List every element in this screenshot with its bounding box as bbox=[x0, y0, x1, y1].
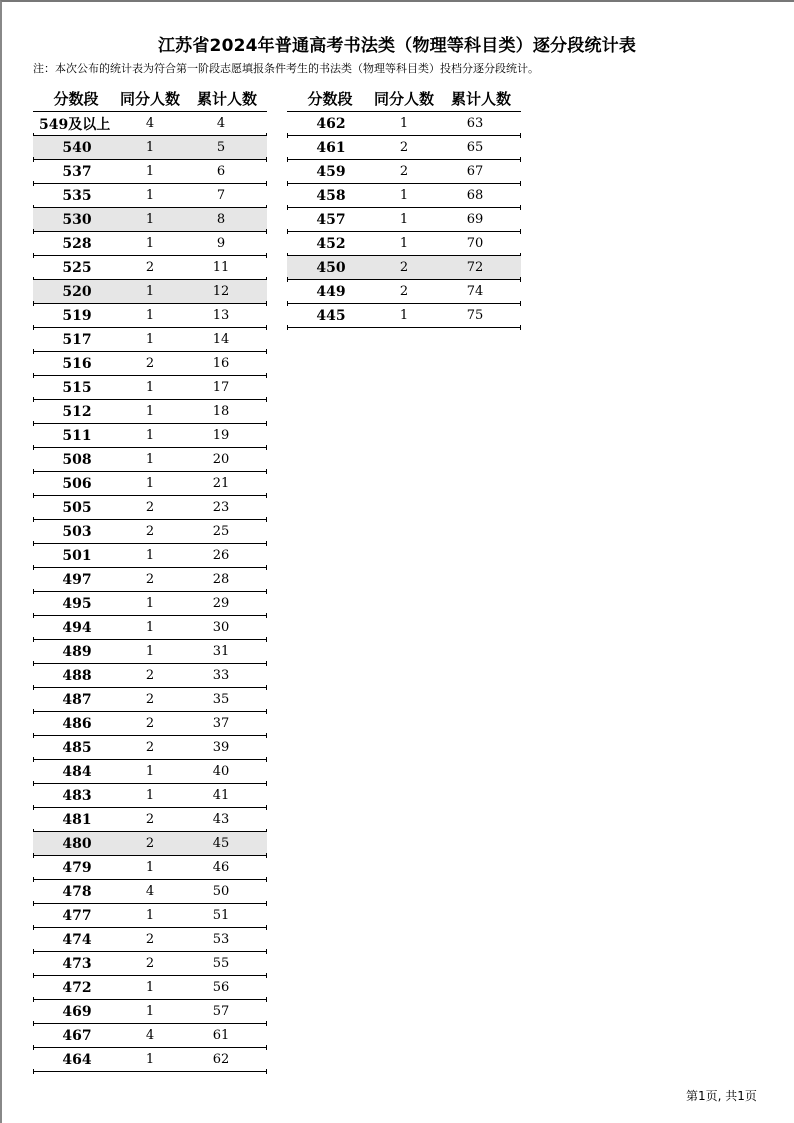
cumulative-cell: 68 bbox=[466, 188, 484, 203]
score-cell: 459 bbox=[316, 163, 346, 180]
table-row bbox=[33, 1024, 267, 1048]
cumulative-cell: 53 bbox=[212, 932, 230, 947]
count-cell: 4 bbox=[145, 1028, 155, 1043]
table-row bbox=[33, 592, 267, 616]
cumulative-cell: 55 bbox=[212, 956, 230, 971]
table-row bbox=[33, 400, 267, 424]
count-cell: 2 bbox=[145, 356, 155, 371]
table-row bbox=[33, 280, 267, 304]
cumulative-cell: 12 bbox=[212, 284, 230, 299]
score-cell: 474 bbox=[62, 931, 92, 948]
count-cell: 1 bbox=[145, 428, 155, 443]
table-row bbox=[33, 544, 267, 568]
score-cell: 467 bbox=[62, 1027, 92, 1044]
header-score: 分数段 bbox=[53, 90, 99, 108]
cumulative-cell: 17 bbox=[212, 380, 230, 395]
count-cell: 1 bbox=[145, 980, 155, 995]
score-cell: 516 bbox=[62, 355, 92, 372]
table-row bbox=[33, 352, 267, 376]
table-row bbox=[33, 520, 267, 544]
table-row bbox=[33, 760, 267, 784]
cumulative-cell: 14 bbox=[212, 332, 230, 347]
table-row bbox=[33, 568, 267, 592]
count-cell: 1 bbox=[145, 1052, 155, 1067]
cumulative-cell: 16 bbox=[212, 356, 230, 371]
cumulative-cell: 40 bbox=[212, 764, 230, 779]
count-cell: 2 bbox=[145, 500, 155, 515]
cumulative-cell: 11 bbox=[212, 260, 230, 275]
cumulative-cell: 69 bbox=[466, 212, 484, 227]
cumulative-cell: 72 bbox=[466, 260, 484, 275]
table-body bbox=[33, 112, 267, 1072]
count-cell: 1 bbox=[145, 1004, 155, 1019]
cumulative-cell: 35 bbox=[212, 692, 230, 707]
count-cell: 1 bbox=[145, 452, 155, 467]
table-row bbox=[33, 640, 267, 664]
cumulative-cell: 30 bbox=[212, 620, 230, 635]
cumulative-cell: 28 bbox=[212, 572, 230, 587]
score-cell: 480 bbox=[62, 835, 92, 852]
table-header bbox=[287, 86, 521, 112]
count-cell: 2 bbox=[145, 524, 155, 539]
cumulative-cell: 26 bbox=[212, 548, 230, 563]
score-cell: 505 bbox=[62, 499, 92, 516]
count-cell: 1 bbox=[145, 596, 155, 611]
count-cell: 2 bbox=[145, 668, 155, 683]
cumulative-cell: 18 bbox=[212, 404, 230, 419]
table-header bbox=[33, 86, 267, 112]
cumulative-cell: 43 bbox=[212, 812, 230, 827]
page-indicator: 第1页, 共1页 bbox=[686, 1089, 757, 1103]
table-body bbox=[287, 112, 521, 328]
count-cell: 1 bbox=[145, 212, 155, 227]
cumulative-cell: 74 bbox=[466, 284, 484, 299]
table-row bbox=[287, 208, 521, 232]
table-row bbox=[33, 232, 267, 256]
table-row bbox=[33, 952, 267, 976]
count-cell: 1 bbox=[145, 188, 155, 203]
count-cell: 1 bbox=[145, 140, 155, 155]
count-cell: 2 bbox=[399, 284, 409, 299]
cumulative-cell: 75 bbox=[466, 308, 484, 323]
cumulative-cell: 61 bbox=[212, 1028, 230, 1043]
table-row bbox=[33, 808, 267, 832]
table-row bbox=[33, 472, 267, 496]
table-row bbox=[33, 1000, 267, 1024]
table-row bbox=[33, 448, 267, 472]
page-title: 江苏省2024年普通高考书法类（物理等科目类）逐分段统计表 bbox=[157, 36, 637, 56]
table-row bbox=[33, 424, 267, 448]
table-row bbox=[33, 784, 267, 808]
table-row bbox=[33, 112, 267, 136]
score-cell: 488 bbox=[62, 667, 92, 684]
header-count: 同分人数 bbox=[119, 90, 180, 108]
cumulative-cell: 65 bbox=[466, 140, 484, 155]
score-cell: 525 bbox=[62, 259, 92, 276]
table-row bbox=[33, 1048, 267, 1072]
table-row bbox=[33, 496, 267, 520]
table-row bbox=[287, 232, 521, 256]
score-cell: 486 bbox=[62, 715, 92, 732]
cumulative-cell: 46 bbox=[212, 860, 230, 875]
score-cell: 450 bbox=[316, 259, 346, 276]
count-cell: 1 bbox=[145, 644, 155, 659]
score-cell: 457 bbox=[316, 211, 346, 228]
score-cell: 452 bbox=[316, 235, 346, 252]
count-cell: 2 bbox=[145, 932, 155, 947]
cumulative-cell: 70 bbox=[466, 236, 484, 251]
table-row bbox=[33, 160, 267, 184]
score-cell: 537 bbox=[62, 163, 92, 180]
score-cell: 512 bbox=[62, 403, 92, 420]
score-cell: 528 bbox=[62, 235, 92, 252]
cumulative-cell: 50 bbox=[212, 884, 230, 899]
count-cell: 2 bbox=[145, 692, 155, 707]
count-cell: 1 bbox=[145, 332, 155, 347]
count-cell: 2 bbox=[399, 164, 409, 179]
table-row bbox=[33, 712, 267, 736]
cumulative-cell: 63 bbox=[466, 116, 484, 131]
score-cell: 484 bbox=[62, 763, 92, 780]
cumulative-cell: 51 bbox=[212, 908, 230, 923]
table-row bbox=[33, 856, 267, 880]
score-cell: 469 bbox=[62, 1003, 92, 1020]
table-row bbox=[33, 256, 267, 280]
score-cell: 481 bbox=[62, 811, 92, 828]
table-row bbox=[287, 280, 521, 304]
score-cell: 515 bbox=[62, 379, 92, 396]
score-table-left bbox=[33, 86, 267, 1072]
score-cell: 464 bbox=[62, 1051, 92, 1068]
count-cell: 1 bbox=[145, 404, 155, 419]
cumulative-cell: 6 bbox=[216, 164, 226, 179]
table-row bbox=[33, 304, 267, 328]
score-cell: 449 bbox=[316, 283, 346, 300]
cumulative-cell: 25 bbox=[212, 524, 230, 539]
cumulative-cell: 13 bbox=[212, 308, 230, 323]
score-cell: 520 bbox=[62, 283, 92, 300]
count-cell: 1 bbox=[399, 212, 409, 227]
count-cell: 1 bbox=[145, 860, 155, 875]
count-cell: 1 bbox=[145, 476, 155, 491]
table-row bbox=[33, 832, 267, 856]
score-cell: 508 bbox=[62, 451, 92, 468]
score-cell: 473 bbox=[62, 955, 92, 972]
count-cell: 2 bbox=[145, 572, 155, 587]
header-cumulative: 累计人数 bbox=[450, 90, 511, 108]
table-row bbox=[287, 112, 521, 136]
cumulative-cell: 29 bbox=[212, 596, 230, 611]
table-row bbox=[287, 136, 521, 160]
score-cell: 506 bbox=[62, 475, 92, 492]
header-count: 同分人数 bbox=[373, 90, 434, 108]
score-cell: 458 bbox=[316, 187, 346, 204]
score-cell: 540 bbox=[62, 139, 92, 156]
cumulative-cell: 37 bbox=[212, 716, 230, 731]
table-row bbox=[287, 256, 521, 280]
header-score: 分数段 bbox=[307, 90, 353, 108]
cumulative-cell: 62 bbox=[212, 1052, 230, 1067]
cumulative-cell: 67 bbox=[466, 164, 484, 179]
cumulative-cell: 9 bbox=[216, 236, 226, 251]
score-cell: 517 bbox=[62, 331, 92, 348]
table-row bbox=[33, 688, 267, 712]
table-row bbox=[33, 376, 267, 400]
score-cell: 461 bbox=[316, 139, 346, 156]
score-cell: 462 bbox=[316, 115, 346, 132]
count-cell: 1 bbox=[145, 764, 155, 779]
cumulative-cell: 21 bbox=[212, 476, 230, 491]
count-cell: 1 bbox=[399, 308, 409, 323]
score-cell: 472 bbox=[62, 979, 92, 996]
score-cell: 489 bbox=[62, 643, 92, 660]
table-row bbox=[33, 904, 267, 928]
count-cell: 2 bbox=[145, 956, 155, 971]
count-cell: 2 bbox=[145, 812, 155, 827]
count-cell: 1 bbox=[399, 188, 409, 203]
score-cell: 503 bbox=[62, 523, 92, 540]
count-cell: 1 bbox=[145, 380, 155, 395]
score-cell: 511 bbox=[62, 427, 92, 444]
count-cell: 1 bbox=[145, 308, 155, 323]
count-cell: 2 bbox=[145, 740, 155, 755]
count-cell: 4 bbox=[145, 116, 155, 131]
score-cell: 495 bbox=[62, 595, 92, 612]
count-cell: 1 bbox=[145, 620, 155, 635]
table-row bbox=[287, 304, 521, 328]
score-cell: 478 bbox=[62, 883, 92, 900]
cumulative-cell: 19 bbox=[212, 428, 230, 443]
table-row bbox=[33, 928, 267, 952]
count-cell: 1 bbox=[145, 908, 155, 923]
count-cell: 2 bbox=[399, 140, 409, 155]
cumulative-cell: 57 bbox=[212, 1004, 230, 1019]
count-cell: 1 bbox=[399, 116, 409, 131]
count-cell: 2 bbox=[399, 260, 409, 275]
cumulative-cell: 23 bbox=[212, 500, 230, 515]
score-cell: 487 bbox=[62, 691, 92, 708]
count-cell: 1 bbox=[145, 788, 155, 803]
cumulative-cell: 45 bbox=[212, 836, 230, 851]
table-row bbox=[33, 880, 267, 904]
score-cell: 530 bbox=[62, 211, 92, 228]
table-row bbox=[33, 328, 267, 352]
score-cell: 497 bbox=[62, 571, 92, 588]
score-cell: 501 bbox=[62, 547, 92, 564]
count-cell: 4 bbox=[145, 884, 155, 899]
header-cumulative: 累计人数 bbox=[196, 90, 257, 108]
cumulative-cell: 8 bbox=[216, 212, 226, 227]
table-row bbox=[33, 136, 267, 160]
count-cell: 1 bbox=[399, 236, 409, 251]
cumulative-cell: 5 bbox=[216, 140, 226, 155]
cumulative-cell: 56 bbox=[212, 980, 230, 995]
cumulative-cell: 33 bbox=[212, 668, 230, 683]
count-cell: 1 bbox=[145, 164, 155, 179]
score-cell: 479 bbox=[62, 859, 92, 876]
cumulative-cell: 7 bbox=[216, 188, 226, 203]
score-table-right bbox=[287, 86, 521, 328]
table-row bbox=[33, 208, 267, 232]
count-cell: 2 bbox=[145, 260, 155, 275]
score-cell: 519 bbox=[62, 307, 92, 324]
score-cell: 483 bbox=[62, 787, 92, 804]
cumulative-cell: 41 bbox=[212, 788, 230, 803]
count-cell: 1 bbox=[145, 236, 155, 251]
cumulative-cell: 4 bbox=[216, 116, 226, 131]
cumulative-cell: 20 bbox=[212, 452, 230, 467]
table-row bbox=[33, 976, 267, 1000]
table-row bbox=[33, 184, 267, 208]
count-cell: 2 bbox=[145, 836, 155, 851]
score-cell: 485 bbox=[62, 739, 92, 756]
table-row bbox=[287, 184, 521, 208]
score-cell: 535 bbox=[62, 187, 92, 204]
cumulative-cell: 31 bbox=[212, 644, 230, 659]
score-cell: 477 bbox=[62, 907, 92, 924]
score-cell: 494 bbox=[62, 619, 92, 636]
count-cell: 1 bbox=[145, 548, 155, 563]
table-row bbox=[33, 664, 267, 688]
count-cell: 2 bbox=[145, 716, 155, 731]
table-row bbox=[33, 736, 267, 760]
score-cell: 445 bbox=[316, 307, 346, 324]
table-row bbox=[287, 160, 521, 184]
cumulative-cell: 39 bbox=[212, 740, 230, 755]
note-text: 注：本次公布的统计表为符合第一阶段志愿填报条件考生的书法类（物理等科目类）投档分逐分段统计。 bbox=[33, 62, 539, 75]
count-cell: 1 bbox=[145, 284, 155, 299]
table-row bbox=[33, 616, 267, 640]
score-cell: 549及以上 bbox=[39, 116, 111, 133]
